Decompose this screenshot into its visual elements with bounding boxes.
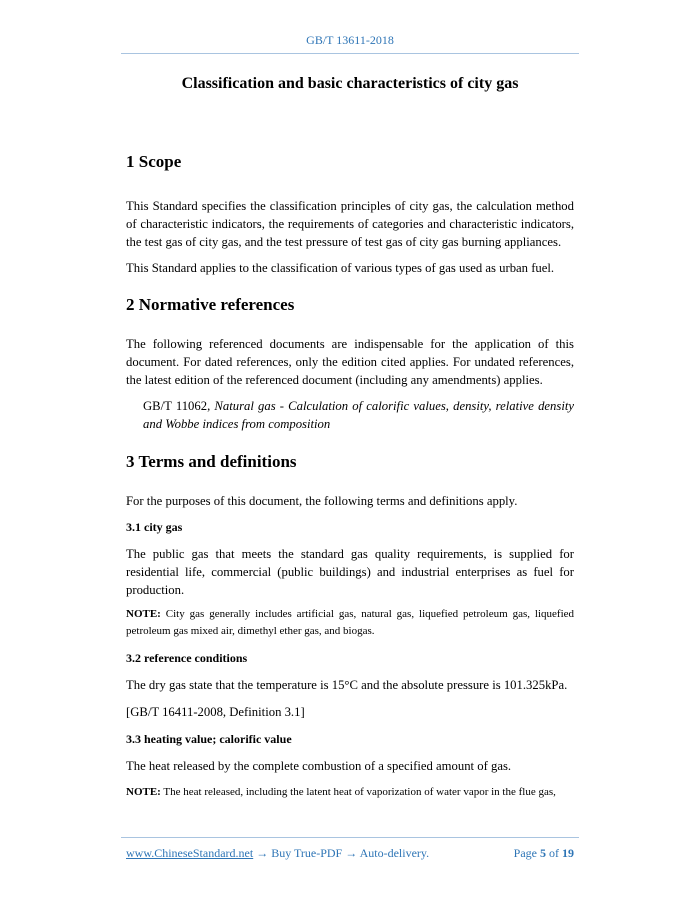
- delivery-text: Auto-delivery.: [359, 846, 430, 860]
- note-label: NOTE:: [126, 608, 161, 620]
- section-3-heading: 3 Terms and definitions: [126, 452, 297, 471]
- reference-title: Natural gas - Calculation of calorific values, density, relative density and Wobbe indices from composition: [143, 399, 575, 431]
- website-link[interactable]: www.ChineseStandard.net: [126, 846, 254, 860]
- buy-pdf-text: Buy True-PDF: [271, 846, 343, 860]
- note-text: The heat released, including the latent heat of vaporization of water vapor in the flue gas,: [163, 786, 556, 798]
- reference-code: GB/T 11062,: [143, 399, 211, 413]
- arrow-right-icon: →: [345, 846, 358, 860]
- term-3-1-note: [126, 606, 574, 640]
- term-3-1-definition: The public gas that meets the standard gas quality requirements, is supplied for residential life, commercial (public buildings) and industrial enterprises as fuel for production.: [126, 547, 574, 597]
- page-title: Classification and basic characteristics of city gas: [181, 75, 519, 92]
- page-footer: [126, 846, 574, 861]
- terms-intro: For the purposes of this document, the following terms and definitions apply.: [126, 494, 518, 508]
- total-pages: 19: [562, 846, 574, 860]
- term-3-2-title: 3.2 reference conditions: [126, 651, 248, 665]
- scope-paragraph-2: This Standard applies to the classification of various types of gas used as urban fuel.: [126, 261, 555, 275]
- page-label: Page: [513, 846, 537, 860]
- normative-reference-item: [126, 397, 574, 433]
- current-page: 5: [540, 846, 546, 860]
- footer-divider: [121, 837, 579, 838]
- header-divider: [121, 53, 579, 54]
- section-1-heading: 1 Scope: [126, 152, 182, 171]
- document-body: [126, 152, 574, 801]
- term-3-3-definition: The heat released by the complete combustion of a specified amount of gas.: [126, 759, 512, 773]
- note-label: NOTE:: [126, 786, 161, 798]
- page-counter: [514, 846, 574, 861]
- note-text: City gas generally includes artificial gas, natural gas, liquefied petroleum gas, liquefied petroleum gas mixed air, dimethyl ether gas, and biogas.: [126, 608, 575, 637]
- term-3-3-note: [126, 784, 574, 801]
- term-3-3-title: 3.3 heating value; calorific value: [126, 732, 292, 746]
- section-2-heading: 2 Normative references: [126, 295, 295, 314]
- arrow-right-icon: →: [256, 846, 269, 860]
- normative-paragraph: The following referenced documents are indispensable for the application of this document. For dated references, only the edition cited applies. For undated references, the latest edition of the referenced document (including any amendments) applies.: [126, 337, 574, 387]
- term-3-2-definition: The dry gas state that the temperature is 15°C and the absolute pressure is 101.325kPa.: [126, 678, 568, 692]
- term-3-1-title: 3.1 city gas: [126, 520, 183, 534]
- scope-paragraph-1: This Standard specifies the classification principles of city gas, the calculation method of characteristic indicators, the requirements of categories and characteristic indicators, the test gas of city gas, and the test pressure of test gas of city gas burning appliances.: [126, 199, 574, 249]
- term-3-2-source: [GB/T 16411-2008, Definition 3.1]: [126, 705, 305, 719]
- document-code-header: GB/T 13611-2018: [306, 33, 394, 47]
- of-label: of: [549, 846, 559, 860]
